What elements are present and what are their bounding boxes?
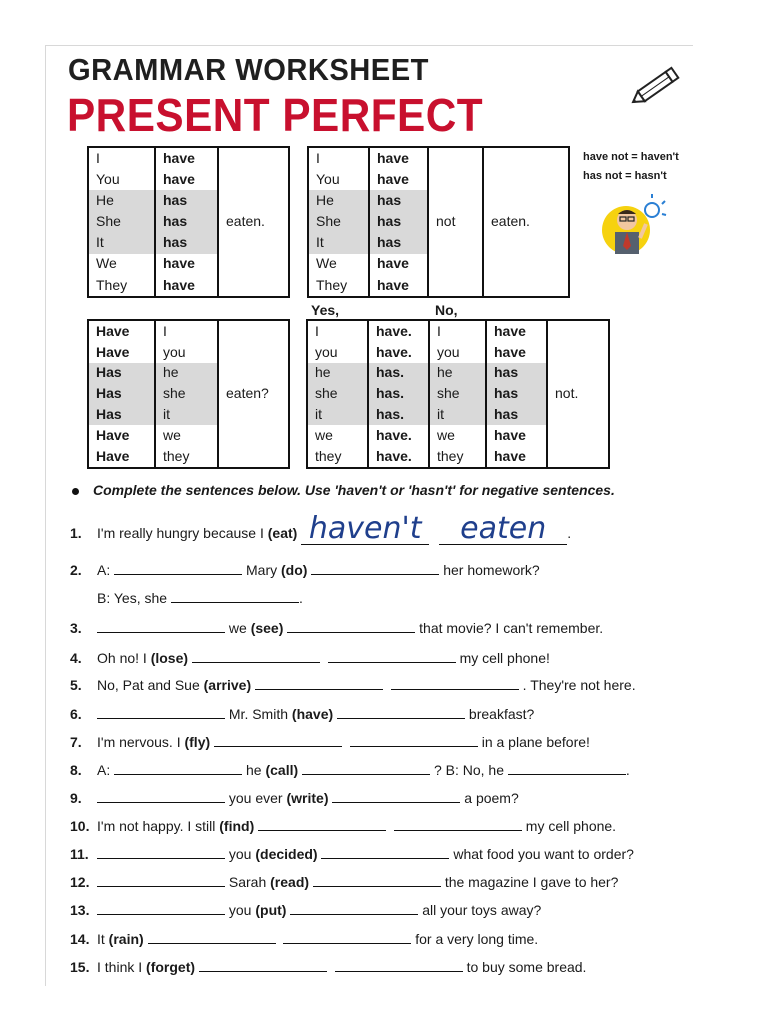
exercise-item (70, 706, 534, 722)
table-row (308, 147, 569, 169)
no-subject-cell: they (429, 446, 486, 468)
answer-blank (97, 846, 225, 859)
item-verb: (put) (255, 902, 291, 918)
item-text: I'm really hungry because I (97, 525, 268, 541)
subject-cell: They (308, 275, 369, 297)
yes-subject-cell: you (307, 342, 368, 363)
instruction-text: Complete the sentences below. Use 'haven't or 'hasn't' for negative sentences. (93, 482, 615, 498)
exercise-item (70, 511, 572, 546)
item-verb: (decided) (255, 846, 322, 862)
no-subject-cell: you (429, 342, 486, 363)
aux-cell: Has (88, 404, 155, 425)
item-text: I'm not happy. I still (97, 818, 220, 834)
answer-blank (301, 511, 429, 546)
item-text: B: Yes, she (97, 590, 171, 606)
no-subject-cell: we (429, 425, 486, 446)
answer-blank (313, 874, 441, 887)
item-text: you (225, 846, 256, 862)
subject-cell: You (88, 169, 155, 190)
yes-subject-cell: I (307, 320, 368, 342)
item-text: you (225, 902, 256, 918)
item-text: we (225, 620, 251, 636)
answer-blank (97, 902, 225, 915)
item-number: 14. (70, 931, 90, 947)
aux-cell: have (155, 169, 218, 190)
not-cell: not (428, 147, 483, 297)
item-text: my cell phone! (455, 650, 550, 666)
subject-cell: she (155, 384, 218, 405)
item-number: 12. (70, 874, 90, 890)
item-text: in a plane before! (477, 734, 590, 750)
aux-cell: Have (88, 425, 155, 446)
pencil-icon (628, 63, 684, 109)
item-text: the magazine I gave to her? (440, 874, 619, 890)
yes-aux-cell: have. (368, 320, 429, 342)
answer-blank (439, 511, 567, 546)
subject-cell: He (88, 190, 155, 211)
item-text: . (298, 590, 303, 606)
aux-cell: have (155, 147, 218, 169)
no-aux-cell: have (486, 446, 547, 468)
item-number: 1. (70, 525, 82, 541)
item-text: Mr. Smith (225, 706, 292, 722)
subject-cell: we (155, 425, 218, 446)
item-text: ? B: No, he (430, 762, 504, 778)
contraction-havent: have not = haven't (583, 151, 679, 163)
item-verb: (read) (270, 874, 313, 890)
subject-cell: We (88, 254, 155, 275)
subject-cell: It (88, 233, 155, 254)
item-verb: (have) (291, 706, 338, 722)
bullet-icon (72, 488, 79, 495)
yes-subject-cell: it (307, 404, 368, 425)
exercise-item (70, 734, 590, 750)
answer-blank (290, 902, 418, 915)
answer-blank (97, 790, 225, 803)
item-text: all your toys away? (418, 902, 542, 918)
yes-label: Yes, (311, 302, 340, 318)
short-answer-table (306, 319, 610, 469)
item-text: for a very long time. (411, 931, 539, 947)
item-verb: (arrive) (203, 677, 255, 693)
affirmative-table (87, 146, 290, 298)
no-aux-cell: have (486, 425, 547, 446)
yes-aux-cell: has. (368, 404, 429, 425)
answer-blank (255, 677, 383, 690)
subject-cell: You (308, 169, 369, 190)
item-verb: (do) (281, 562, 312, 578)
exercise-item (70, 650, 550, 666)
item-text: I'm nervous. I (97, 734, 185, 750)
exercise-item (70, 931, 538, 947)
item-number: 3. (70, 620, 82, 636)
yes-subject-cell: we (307, 425, 368, 446)
answer-blank (335, 959, 463, 972)
answer-blank (337, 706, 465, 719)
yes-aux-cell: has. (368, 363, 429, 384)
item-text: to buy some bread. (462, 959, 587, 975)
item-number: 5. (70, 677, 82, 693)
table-row (88, 147, 289, 169)
subject-cell: it (155, 404, 218, 425)
item-text: A: (97, 762, 115, 778)
item-text: I think I (97, 959, 147, 975)
answer-blank (283, 931, 411, 944)
item-number: 13. (70, 902, 90, 918)
item-text: Sarah (225, 874, 271, 890)
subject-cell: you (155, 342, 218, 363)
item-number: 10. (70, 818, 90, 834)
no-subject-cell: she (429, 384, 486, 405)
no-aux-cell: has (486, 384, 547, 405)
answer-blank (394, 818, 522, 831)
item-text: what food you want to order? (449, 846, 634, 862)
handwritten-answer: haven't (308, 511, 422, 546)
no-subject-cell: he (429, 363, 486, 384)
yes-aux-cell: have. (368, 342, 429, 363)
item-verb: (eat) (267, 525, 302, 541)
answer-blank (332, 790, 460, 803)
verb-cell: eaten. (491, 213, 530, 230)
item-verb: (lose) (150, 650, 192, 666)
subject-cell: I (88, 147, 155, 169)
answer-blank (114, 562, 242, 575)
item-text: he (242, 762, 266, 778)
exercise-item (70, 902, 541, 918)
yes-subject-cell: she (307, 384, 368, 405)
item-text: breakfast? (465, 706, 535, 722)
no-aux-cell: have (486, 342, 547, 363)
aux-cell: Have (88, 320, 155, 342)
exercise-item (70, 677, 636, 693)
instruction-line (72, 482, 615, 498)
item-text: Oh no! I (97, 650, 151, 666)
answer-blank (214, 734, 342, 747)
no-label: No, (435, 302, 458, 318)
answer-blank (97, 706, 225, 719)
aux-cell: have (369, 254, 428, 275)
verb-cell: eaten. (226, 213, 265, 230)
handwritten-answer: eaten (460, 511, 547, 546)
item-text: . (567, 525, 572, 541)
subject-cell: She (88, 211, 155, 232)
item-number: 6. (70, 706, 82, 722)
answer-blank (321, 846, 449, 859)
exercise-item (70, 846, 634, 862)
item-text: a poem? (460, 790, 519, 806)
subject-cell: She (308, 211, 369, 232)
item-text: . (625, 762, 630, 778)
no-aux-cell: has (486, 363, 547, 384)
item-text: A: (97, 562, 115, 578)
item-number: 7. (70, 734, 82, 750)
item-verb: (rain) (108, 931, 148, 947)
exercise-item (70, 874, 618, 890)
yes-aux-cell: have. (368, 446, 429, 468)
subject-cell: They (88, 275, 155, 297)
aux-cell: has (369, 211, 428, 232)
no-subject-cell: it (429, 404, 486, 425)
answer-blank (350, 734, 478, 747)
yes-aux-cell: have. (368, 425, 429, 446)
yes-subject-cell: he (307, 363, 368, 384)
answer-blank (199, 959, 327, 972)
aux-cell: have (369, 169, 428, 190)
aux-cell: have (155, 275, 218, 297)
exercise-item (70, 790, 519, 806)
item-verb: (see) (250, 620, 288, 636)
aux-cell: Has (88, 384, 155, 405)
aux-cell: Have (88, 342, 155, 363)
aux-cell: has (155, 190, 218, 211)
item-text: Mary (242, 562, 282, 578)
aux-cell: has (369, 233, 428, 254)
item-number: 4. (70, 650, 82, 666)
answer-blank (258, 818, 386, 831)
no-aux-cell: has (486, 404, 547, 425)
answer-blank (114, 762, 242, 775)
no-subject-cell: I (429, 320, 486, 342)
item-verb: (call) (265, 762, 303, 778)
negative-table (307, 146, 570, 298)
item-number: 2. (70, 562, 82, 578)
item-text: It (97, 931, 109, 947)
item-number: 11. (70, 846, 89, 862)
worksheet-subtitle: PRESENT PERFECT (67, 89, 484, 141)
aux-cell: has (369, 190, 428, 211)
answer-blank (302, 762, 430, 775)
aux-cell: have (369, 275, 428, 297)
item-text: that movie? I can't remember. (415, 620, 604, 636)
exercise-item (70, 818, 616, 834)
contractions-note (583, 148, 679, 186)
worksheet-title: GRAMMAR WORKSHEET (68, 52, 429, 87)
answer-blank (148, 931, 276, 944)
table-row (307, 320, 609, 342)
answer-blank (287, 620, 415, 633)
subject-cell: they (155, 446, 218, 468)
exercise-item (70, 590, 303, 606)
item-text: No, Pat and Sue (97, 677, 204, 693)
subject-cell: I (308, 147, 369, 169)
answer-blank (508, 762, 626, 775)
item-text: you ever (225, 790, 287, 806)
item-verb: (write) (286, 790, 333, 806)
aux-cell: have (369, 147, 428, 169)
yes-aux-cell: has. (368, 384, 429, 405)
no-aux-cell: have (486, 320, 547, 342)
item-verb: (find) (219, 818, 259, 834)
item-text: . They're not here. (518, 677, 636, 693)
aux-cell: has (155, 233, 218, 254)
answer-blank (97, 874, 225, 887)
subject-cell: he (155, 363, 218, 384)
answer-blank (97, 620, 225, 633)
item-number: 9. (70, 790, 82, 806)
item-verb: (fly) (184, 734, 215, 750)
table-row (88, 320, 289, 342)
aux-cell: have (155, 254, 218, 275)
subject-cell: I (155, 320, 218, 342)
exercise-item (70, 620, 603, 636)
item-text: my cell phone. (521, 818, 617, 834)
item-text: her homework? (439, 562, 540, 578)
yes-subject-cell: they (307, 446, 368, 468)
aux-cell: has (155, 211, 218, 232)
subject-cell: We (308, 254, 369, 275)
not-cell: not. (555, 385, 579, 402)
answer-blank (171, 590, 299, 603)
aux-cell: Have (88, 446, 155, 468)
item-number: 15. (70, 959, 90, 975)
subject-cell: He (308, 190, 369, 211)
answer-blank (391, 677, 519, 690)
answer-blank (328, 650, 456, 663)
question-table (87, 319, 290, 469)
teacher-cartoon-icon (598, 190, 668, 258)
aux-cell: Has (88, 363, 155, 384)
verb-cell: eaten? (226, 385, 269, 402)
answer-blank (311, 562, 439, 575)
exercise-item (70, 762, 630, 778)
exercise-item (70, 562, 540, 578)
contraction-hasnt: has not = hasn't (583, 170, 667, 182)
answer-blank (192, 650, 320, 663)
item-number: 8. (70, 762, 82, 778)
exercise-item (70, 959, 586, 975)
item-verb: (forget) (146, 959, 199, 975)
subject-cell: It (308, 233, 369, 254)
